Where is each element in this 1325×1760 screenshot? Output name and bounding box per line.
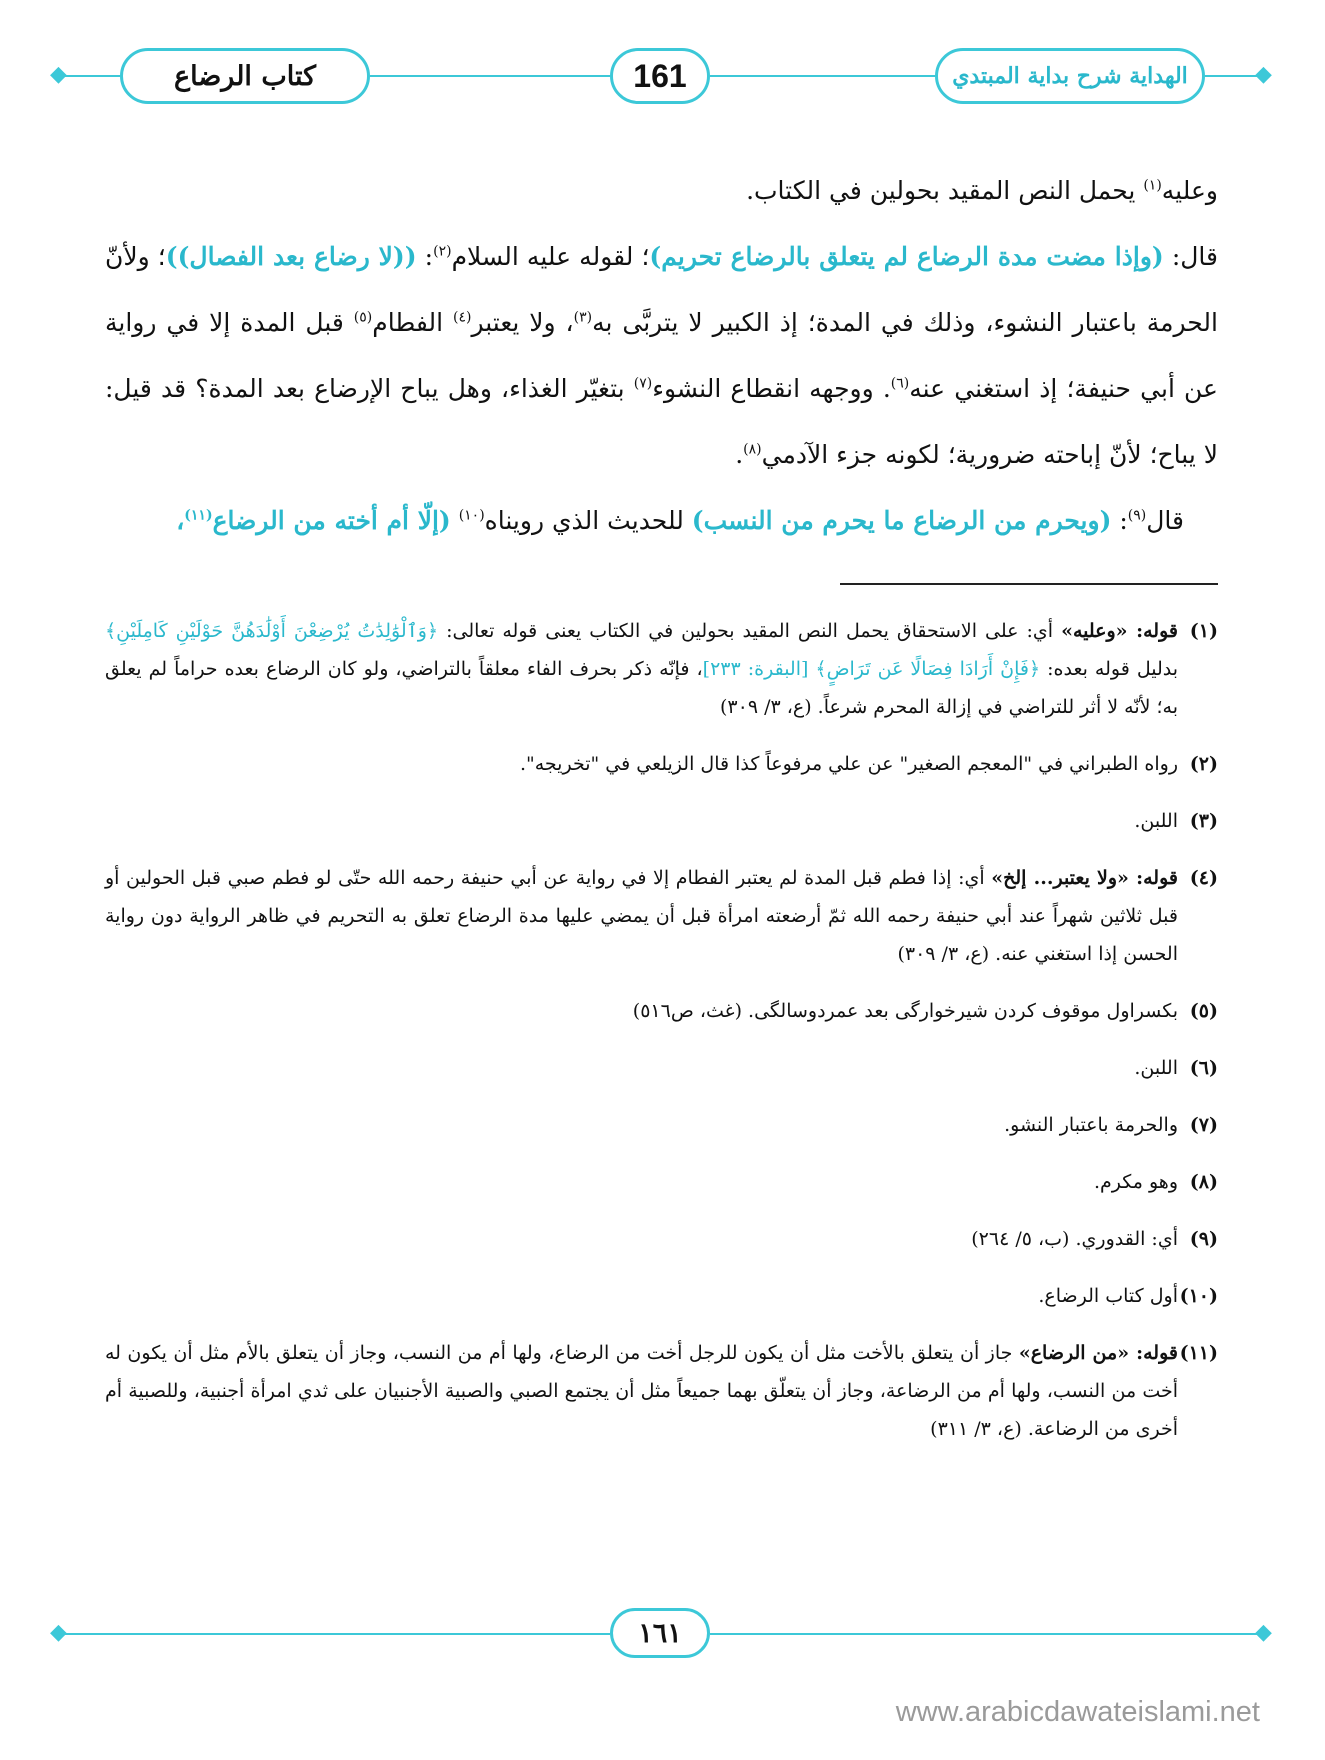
footnote-4 (105, 859, 1218, 973)
text: ؛ ولأنّ الحرمة باعتبار النشوء، وذلك في المدة؛ إذ الكبير لا يتربَّى به (105, 242, 1218, 337)
footnote-number: (٧) (1189, 1114, 1218, 1136)
main-text (105, 158, 1218, 554)
paragraph-2 (105, 224, 1218, 488)
footnote-6 (105, 1049, 1218, 1087)
footnote-number: (١) (1189, 620, 1218, 642)
matn-text: (إلّا أم أخته من الرضاع (212, 506, 451, 535)
hadith-text: ((لا رضاع بعد الفصال)) (165, 242, 417, 271)
footnote-ref: (٨) (743, 441, 762, 458)
footnotes (105, 612, 1218, 1467)
paragraph-3 (105, 488, 1218, 554)
text: ، (176, 506, 185, 535)
footnote-5 (105, 992, 1218, 1030)
text: ، ولا يعتبر (471, 308, 574, 337)
footer-page-number: ١٦١ (610, 1608, 710, 1658)
matn-text: (ويحرم من الرضاع ما يحرم من النسب) (691, 506, 1112, 535)
page-number: 161 (610, 48, 710, 104)
text: يحمل النص المقيد بحولين في الكتاب. (746, 176, 1144, 205)
footnote-ref: (١٠) (458, 507, 485, 524)
text: قال (1146, 506, 1184, 535)
footnote-separator (840, 583, 1218, 585)
footnote-number: (٨) (1189, 1171, 1218, 1193)
footnote-10 (105, 1277, 1218, 1315)
footnote-number: (٢) (1189, 753, 1218, 775)
quran-verse: ﴿فَإِنْ أَرَادَا فِصَالًا عَن تَرَاضٍ﴾ [البقرة: ٢٣٣] (702, 658, 1041, 680)
text: . ووجهه انقطاع النشوء (652, 374, 891, 403)
footnote-1 (105, 612, 1218, 726)
footnote-ref: (٥) (353, 309, 373, 326)
footnote-ref: (٤) (452, 309, 472, 326)
footnote-ref: (٢) (433, 243, 452, 260)
text: : (1111, 506, 1128, 535)
text: الفطام (372, 308, 453, 337)
footer-rule-left (60, 1633, 610, 1635)
paragraph-1 (105, 158, 1218, 224)
footnote-label: قوله: «ولا يعتبر... إلخ» (991, 867, 1178, 889)
footnote-text: أي: على الاستحقاق يحمل النص المقيد بحولين في الكتاب يعنى قوله تعالى: (438, 620, 1062, 642)
ornament-right-icon: ◆ (1255, 62, 1272, 87)
series-title: الهداية شرح بداية المبتدي (935, 48, 1205, 104)
header-rule-mid-left (370, 75, 610, 77)
text: : (416, 242, 434, 271)
footnote-text: بكسراول موقوف كردن شيرخوارگى بعد عمردوسالگى. (غث، ص٥١٦) (632, 1000, 1178, 1022)
text: وعليه (1161, 176, 1218, 205)
footnote-text: جاز أن يتعلق بالأخت مثل أن يكون للرجل أخت من الرضاع، ولها أم من النسب، وجاز أن يتعلق بالأم مثل أن يكون له أخت من النسب، ولها أم من الرضاعة، وجاز أن يتعلّق بهما جميعاً مثل أن يجتمع الصبي والصبية الأجنبيان على ثدي امرأة أجنبية، وللصبية أم أخرى من الرضاعة. (ع، ٣/ ٣١١) (105, 1342, 1178, 1440)
footer-rule-right (710, 1633, 1265, 1635)
footnote-ref: (١) (1143, 177, 1162, 194)
text: . (735, 440, 744, 469)
matn-text: (وإذا مضت مدة الرضاع لم يتعلق بالرضاع تحريم) (649, 242, 1164, 271)
footnote-7 (105, 1106, 1218, 1144)
footnote-11 (105, 1334, 1218, 1448)
footnote-number: (٣) (1189, 810, 1218, 832)
footnote-text: رواه الطبراني في "المعجم الصغير" عن علي مرفوعاً كذا قال الزيلعي في "تخريجه". (519, 753, 1178, 775)
footnote-text: أول كتاب الرضاع. (1038, 1285, 1178, 1307)
footnote-ref: (٧) (633, 375, 653, 392)
footnote-text: أي: إذا فطم قبل المدة لم يعتبر الفطام إلا في رواية عن أبي حنيفة رحمه الله حتّى لو فطم صبي قبل الحولين أو قبل ثلاثين شهراً عند أبي حنيفة رحمه الله ثمّ أرضعته امرأة قبل أن يمضي عليها مدة الرضاع تعلق به التحريم في ظاهر الرواية دون رواية الحسن إذا استغني عنه. (ع، ٣/ ٣٠٩) (105, 867, 1178, 965)
footnote-text: والحرمة باعتبار النشو. (1004, 1114, 1178, 1136)
text: ؛ لقوله عليه السلام (451, 242, 650, 271)
footnote-9 (105, 1220, 1218, 1258)
footnote-label: قوله: «وعليه» (1061, 620, 1178, 642)
footnote-3 (105, 802, 1218, 840)
footer-ornament-right-icon: ◆ (1255, 1620, 1272, 1645)
footnote-number: (٦) (1189, 1057, 1218, 1079)
footnote-number: (٩) (1189, 1228, 1218, 1250)
footnote-text: وهو مكرم. (1093, 1171, 1178, 1193)
footnote-8 (105, 1163, 1218, 1201)
quran-verse: ﴿وَٱلْوَٰلِدَٰتُ يُرْضِعْنَ أَوْلَٰدَهُنَّ حَوْلَيْنِ كَامِلَيْنِ﴾ (105, 620, 439, 642)
footnote-text: اللبن. (1134, 1057, 1178, 1079)
text: قبل المدة إلا في رواية عن أبي حنيفة؛ إذ استغني عنه (105, 308, 1218, 403)
text (451, 506, 459, 535)
footnote-text: بدليل قوله بعده: (1040, 658, 1178, 680)
footnote-text: ، فإنّه ذكر بحرف الفاء معلقاً بالتراضي، ولو كان الرضاع بعده حراماً لم يعلق به؛ لأنّه لا أثر للتراضي في إزالة المحرم شرعاً. (ع، ٣/ ٣٠٩) (105, 658, 1178, 718)
footnote-ref: (٩) (1127, 507, 1147, 524)
text: قال: (1163, 242, 1218, 271)
footnote-text: أي: القدوري. (ب، ٥/ ٢٦٤) (971, 1228, 1178, 1250)
footnote-ref: (٦) (890, 375, 910, 392)
footnote-label: قوله: «من الرضاع» (1018, 1342, 1178, 1364)
ornament-left-icon: ◆ (50, 62, 67, 87)
header-rule-left (60, 75, 120, 77)
book-title: كتاب الرضاع (120, 48, 370, 104)
footnote-text: اللبن. (1134, 810, 1178, 832)
text: بتغيّر الغذاء، وهل يباح الإرضاع بعد المدة؟ قد قيل: لا يباح؛ لأنّ إباحته ضرورية؛ لكونه جزء الآدمي (105, 374, 1218, 469)
footnote-2 (105, 745, 1218, 783)
header-rule-mid-right (710, 75, 935, 77)
footer-ornament-left-icon: ◆ (50, 1620, 67, 1645)
footnote-ref: (٣) (573, 309, 593, 326)
footnote-number: (٤) (1189, 867, 1218, 889)
footnote-ref: (١١) (184, 507, 213, 524)
text: للحديث الذي رويناه (484, 506, 692, 535)
footnote-number: (١١) (1179, 1342, 1218, 1364)
website-url: www.arabicdawateislami.net (895, 1696, 1260, 1728)
footnote-number: (١٠) (1179, 1285, 1218, 1307)
footnote-number: (٥) (1189, 1000, 1218, 1022)
